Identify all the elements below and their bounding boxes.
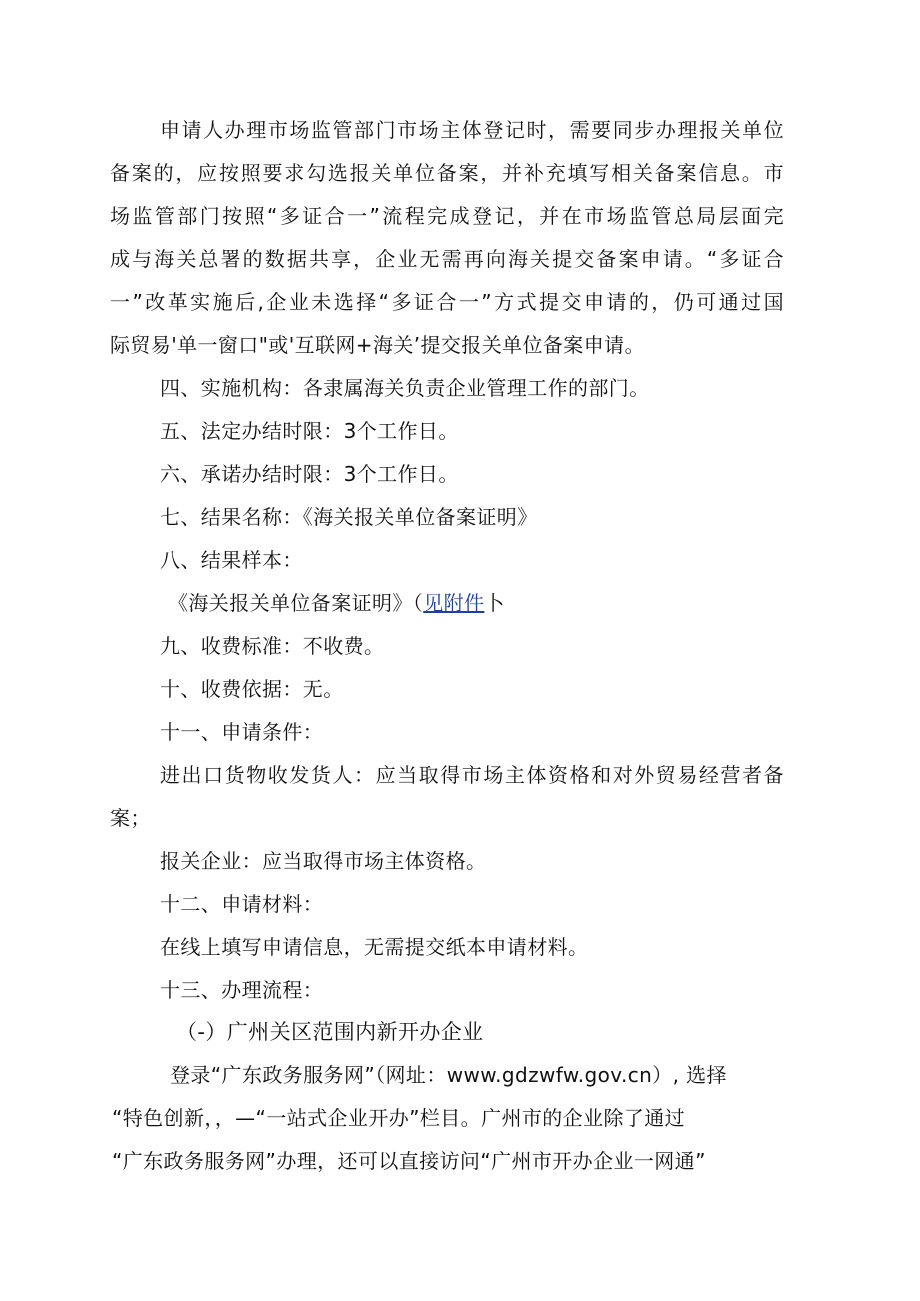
intro-paragraph-line: 际贸易'单一窗口"或'互联网+海关’提交报关单位备案申请。 (110, 333, 645, 357)
intro-paragraph-line: 一”改革实施后,企业未选择“多证合一”方式提交申请的，仍可通过国 (110, 290, 784, 314)
condition-importer-exporter-cont: 案； (110, 806, 151, 830)
intro-paragraph-line: 成与海关总署的数据共享，企业无需再向海关提交备案申请。“多证合 (110, 247, 784, 271)
section-result-name: 七、结果名称：《海关报关单位备案证明》 (160, 505, 538, 529)
procedure-line: “广东政务服务网”办理，还可以直接访问“广州市开办企业一网通” (112, 1149, 706, 1173)
section-procedure: 十三、办理流程： (160, 978, 324, 1002)
attachment-link[interactable]: 见附件 (423, 591, 485, 615)
section-result-sample: 八、结果样本： (160, 548, 303, 572)
section-promised-deadline: 六、承诺办结时限：3个工作日。 (160, 462, 459, 486)
intro-paragraph-line: 场监管部门按照“多证合一”流程完成登记，并在市场监管总局层面完 (110, 204, 784, 228)
intro-paragraph-line: 申请人办理市场监管部门市场主体登记时，需要同步办理报关单位 (160, 118, 784, 142)
procedure-line: 登录“广东政务服务网”（网址：www.gdzwfw.gov.cn）, 选择 (170, 1063, 727, 1087)
condition-customs-broker: 报关企业：应当取得市场主体资格。 (160, 849, 487, 873)
section-fee-basis: 十、收费依据：无。 (160, 677, 344, 701)
section-conditions: 十一、申请条件： (160, 720, 324, 744)
subsection-guangzhou-new-enterprise: （-）广州关区范围内新开办企业 (176, 1020, 484, 1044)
intro-paragraph-line: 备案的，应按照要求勾选报关单位备案，并补充填写相关备案信息。市 (110, 161, 784, 185)
section-legal-deadline: 五、法定办结时限：3个工作日。 (160, 419, 459, 443)
section-materials: 十二、申请材料： (160, 892, 324, 916)
materials-text: 在线上填写申请信息，无需提交纸本申请材料。 (160, 935, 589, 959)
result-sample-title: 《海关报关单位备案证明》（ (168, 591, 424, 615)
procedure-line: “特色创新，，—“一站式企业开办”栏目。广州市的企业除了通过 (112, 1106, 686, 1130)
result-sample-line (168, 590, 505, 616)
section-fee-standard: 九、收费标准：不收费。 (160, 634, 385, 658)
section-implementing-agency: 四、实施机构：各隶属海关负责企业管理工作的部门。 (160, 376, 650, 400)
result-sample-suffix: 卜 (484, 591, 505, 615)
condition-importer-exporter: 进出口货物收发货人：应当取得市场主体资格和对外贸易经营者备 (160, 763, 784, 787)
